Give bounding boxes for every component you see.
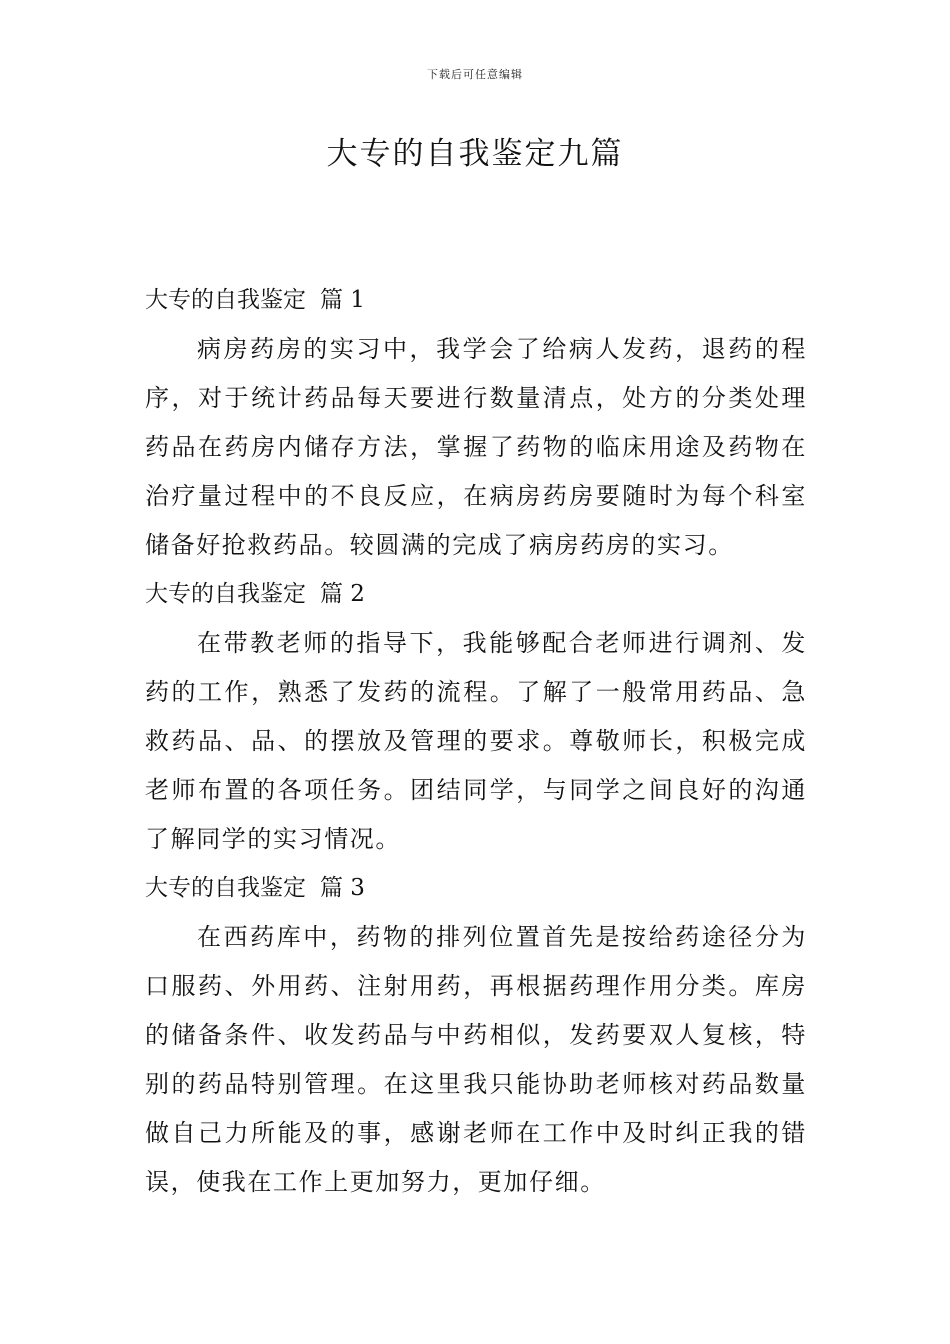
section-paragraph: 在西药库中，药物的排列位置首先是按给药途径分为口服药、外用药、注射用药，再根据药理作用分类。库房的储备条件、收发药品与中药相似，发药要双人复核，特别的药品特别管理。在这里我只能协助老师核对药品数量做自己力所能及的事，感谢老师在工作中及时纠正我的错误，使我在工作上更加努力，更加仔细。	[145, 923, 807, 1196]
section-heading	[145, 276, 807, 325]
section-heading-number: 篇 1	[320, 287, 365, 313]
document-body	[145, 276, 807, 1207]
section-heading-prefix: 大专的自我鉴定	[145, 287, 306, 313]
section-heading-number: 篇 3	[320, 875, 365, 901]
section-heading	[145, 864, 807, 913]
section-paragraph: 在带教老师的指导下，我能够配合老师进行调剂、发药的工作，熟悉了发药的流程。了解了一般常用药品、急救药品、品、的摆放及管理的要求。尊敬师长，积极完成老师布置的各项任务。团结同学，与同学之间良好的沟通了解同学的实习情况。	[145, 629, 807, 853]
section-heading	[145, 570, 807, 619]
section-heading-prefix: 大专的自我鉴定	[145, 581, 306, 607]
section-3	[145, 864, 807, 1207]
section-paragraph: 病房药房的实习中，我学会了给病人发药，退药的程序，对于统计药品每天要进行数量清点，处方的分类处理药品在药房内储存方法，掌握了药物的临床用途及药物在治疗量过程中的不良反应，在病房药房要随时为每个科室储备好抢救药品。较圆满的完成了病房药房的实习。	[145, 335, 807, 559]
section-heading-number: 篇 2	[320, 581, 365, 607]
section-1	[145, 276, 807, 570]
section-2	[145, 570, 807, 864]
document-title: 大专的自我鉴定九篇	[326, 136, 624, 172]
section-heading-prefix: 大专的自我鉴定	[145, 875, 306, 901]
header-note: 下载后可任意编辑	[427, 68, 523, 81]
